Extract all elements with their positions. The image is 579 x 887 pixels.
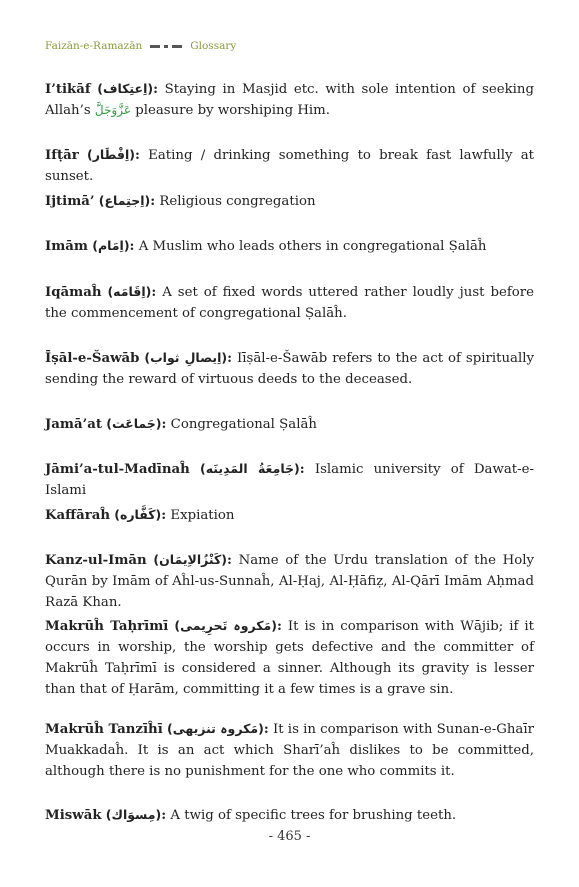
entry-term: Jamā’at xyxy=(45,417,102,432)
entry-term: Makrūĥ Taḥrīmī xyxy=(45,619,169,634)
entry-arabic: (كَنْزُالاِيمَان) xyxy=(153,552,228,567)
entry-definition: Name of the Urdu translation of the Holy Qurān by Imām of Aĥl-us-Sunnaĥ, Al-Ḥaj, Al-Ḥāfiẓ, Al-Qārī Imām Aḥmad Razā Khan. xyxy=(45,553,534,610)
entry-arabic: (جَماعَت) xyxy=(106,416,162,431)
entry-term: Jāmi’a-tul-Madīnaĥ xyxy=(45,462,190,477)
entry-definition-cont: pleasure by worshiping Him. xyxy=(135,103,331,118)
entry-definition: Iīṣāl-e-Šawāb refers to the act of spiritually sending the reward of virtuous deeds to the deceased. xyxy=(45,351,534,387)
glossary-entry: Jamā’at (جَماعَت): Congregational Ṣalāĥ xyxy=(45,416,317,432)
entry-term: Ijtimā’ xyxy=(45,194,95,209)
entry-arabic: (مِسوَاك) xyxy=(105,807,162,822)
page-number: - 465 - xyxy=(268,829,311,844)
running-header xyxy=(45,40,236,52)
entry-definition: Staying in Masjid etc. with sole intention of seeking Allah’s xyxy=(45,82,534,118)
entry-term: I’tikāf xyxy=(45,82,91,97)
entry-definition: Expiation xyxy=(170,508,235,523)
entry-term: Imām xyxy=(45,239,88,254)
entry-arabic: (اِجتِماع) xyxy=(98,193,151,208)
book-title: Faizān-e-Ramazān xyxy=(45,40,143,52)
entry-arabic: (اِمَام) xyxy=(92,238,130,253)
entry-definition: Eating / drinking something to break fast lawfully at sunset. xyxy=(45,148,535,184)
glossary-entry: Kanz-ul-Imān (كَنْزُالاِيمَان): Name of the Urdu translation of the Holy Qurān by Imām of Aĥl-us-Sunnaĥ, Al-Ḥaj, Al-Ḥāfiẓ, Al-Qārī Imām Aḥmad Razā Khan. xyxy=(45,552,534,610)
entry-arabic: (اِیصالِ ثواب) xyxy=(144,350,228,365)
entry-term: Makrūĥ Tanzīĥī xyxy=(45,722,163,737)
glossary-entry: Ijtimā’ (اِجتِماع): Religious congregation xyxy=(45,193,316,209)
entry-definition: Islamic university of Dawat-e-Islami xyxy=(45,462,534,498)
entry-definition: Religious congregation xyxy=(159,194,316,209)
entry-term: Kanz-ul-Imān xyxy=(45,553,147,568)
glossary-entry: Kaffāraĥ (كَفَّاره): Expiation xyxy=(45,507,235,523)
entry-arabic: (اِقَامَه) xyxy=(107,284,152,299)
entry-arabic: (كَفَّاره) xyxy=(114,507,162,522)
entry-arabic: (جَامِعَةُ المَدِينَه) xyxy=(199,461,300,476)
entry-definition: A Muslim who leads others in congregational Ṣalāĥ xyxy=(138,239,487,254)
honorific: عَزَّوَجَلَّ xyxy=(94,103,131,117)
entry-definition: A twig of specific trees for brushing teeth. xyxy=(170,808,457,823)
entry-definition: It is in comparison with Wājib; if it occurs in worship, the worship gets defective and the committer of Makrūĥ Taḥrīmī is considered a sinner. Although its gravity is lesser than that of Ḥarām, committing it a few times is a grave sin. xyxy=(45,619,534,697)
entry-term: Iqāmaĥ xyxy=(45,285,102,300)
header-separator xyxy=(150,45,182,48)
entry-arabic: (اِعتِكاف) xyxy=(97,81,154,96)
entry-term: Kaffāraĥ xyxy=(45,508,110,523)
glossary-entry: I’tikāf (اِعتِكاف): Staying in Masjid etc. with sole intention of seeking Allah’s عَزَّوَجَلَّ pleasure by worshiping Him. xyxy=(45,81,534,118)
glossary-entry: Imām (اِمَام): A Muslim who leads others in congregational Ṣalāĥ xyxy=(45,238,487,254)
entry-term: Īṣāl-e-Šawāb xyxy=(45,351,140,366)
glossary-entry: Ifṭār (اِفْطَار): Eating / drinking something to break fast lawfully at sunset. xyxy=(45,147,535,184)
entry-definition: Congregational Ṣalāĥ xyxy=(170,417,317,432)
glossary-entry: Iqāmaĥ (اِقَامَه): A set of fixed words uttered rather loudly just before the commencement of congregational Ṣalāĥ. xyxy=(45,284,534,321)
entry-term: Miswāk xyxy=(45,808,102,823)
entry-definition: It is in comparison with Sunan-e-Ghaīr Muakkadaĥ. It is an act which Sharī’aĥ dislikes to be committed, although there is no punishment for the one who commits it. xyxy=(45,722,534,779)
glossary-entry: Īṣāl-e-Šawāb (اِیصالِ ثواب): Iīṣāl-e-Šawāb refers to the act of spiritually sending the reward of virtuous deeds to the deceased. xyxy=(45,350,534,387)
entry-arabic: (اِفْطَار) xyxy=(86,147,135,162)
entry-arabic: (مَكروہ تَحرِيمی) xyxy=(174,618,277,633)
entry-arabic: (مَكروہ تنزیهی) xyxy=(166,721,264,736)
section-title: Glossary xyxy=(190,40,237,52)
glossary-entry: Miswāk (مِسوَاك): A twig of specific trees for brushing teeth. xyxy=(45,807,457,823)
glossary-entry: Makrūĥ Taḥrīmī (مَكروہ تَحرِيمی): It is in comparison with Wājib; if it occurs in worship, the worship gets defective and the committer of Makrūĥ Taḥrīmī is considered a sinner. Although its gravity is lesser than that of Ḥarām, committing it a few times is a grave sin. xyxy=(45,618,534,697)
glossary-entry: Makrūĥ Tanzīĥī (مَكروہ تنزیهی): It is in comparison with Sunan-e-Ghaīr Muakkadaĥ. It is an act which Sharī’aĥ dislikes to be committed, although there is no punishment for the one who commits it. xyxy=(45,721,534,779)
entry-term: Ifṭār xyxy=(45,148,79,163)
glossary-entry: Jāmi’a-tul-Madīnaĥ (جَامِعَةُ المَدِينَه): Islamic university of Dawat-e-Islami xyxy=(45,461,534,498)
entry-definition: A set of fixed words uttered rather loudly just before the commencement of congregational Ṣalāĥ. xyxy=(45,285,534,321)
